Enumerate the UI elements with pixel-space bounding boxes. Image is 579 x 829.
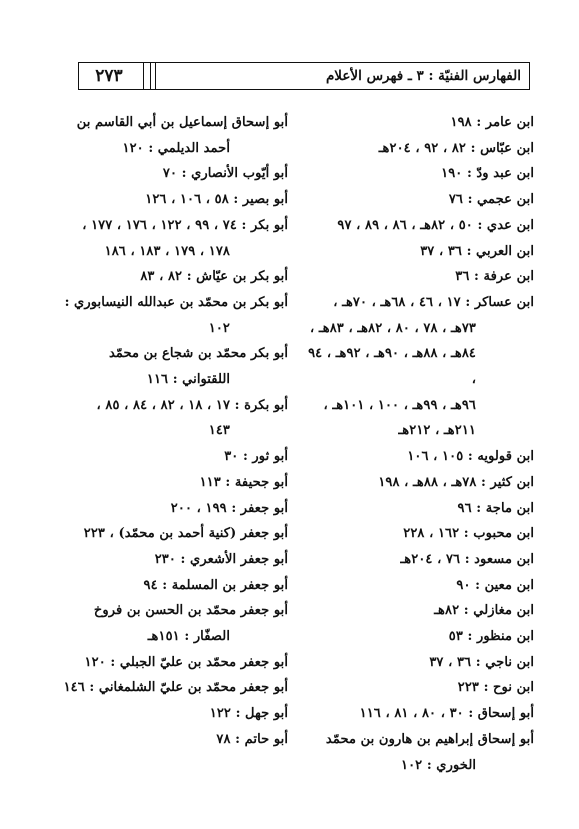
index-entry-continuation: ١٧٨ ، ١٧٩ ، ١٨٣ ، ١٨٦ xyxy=(104,243,230,259)
index-entry: ابن عساكر : ١٧ ، ٤٦ ، ٦٨هـ ، ٧٠هـ ، xyxy=(333,294,534,310)
index-entry: أبو بصير : ٥٨ ، ١٠٦ ، ١٢٦ xyxy=(145,192,288,208)
running-title: الفهارس الفنيّة : ٣ ـ فهرس الأعلام xyxy=(325,68,521,84)
index-entry: أبو بكر بن عيّاش : ٨٢ ، ٨٣ xyxy=(140,269,288,285)
index-entry: ابن عدي : ٥٠ ، ٨٢هـ ، ٨٦ ، ٨٩ ، ٩٧ xyxy=(337,217,534,233)
index-entry: أبو إسحاق إبراهيم بن هارون بن محمّد xyxy=(325,731,534,747)
index-entry-continuation: اللقتواني : ١١٦ xyxy=(146,372,230,388)
index-entry: ابن العربي : ٣٦ ، ٣٧ xyxy=(420,243,534,259)
index-entry: ابن عامر : ١٩٨ xyxy=(450,115,534,130)
header-divider xyxy=(143,63,151,89)
index-entry: أبو حاتم : ٧٨ xyxy=(216,731,288,747)
index-entry: أبو جعفر محمّد بن الحسن بن فروخ xyxy=(93,603,288,619)
index-entry: أبو ثور : ٣٠ xyxy=(224,449,288,465)
index-entry-continuation: ١٠٢ xyxy=(208,320,230,336)
index-entry-continuation: الخوري : ١٠٢ xyxy=(401,757,476,773)
index-entry: أبو بكر : ٧٤ ، ٩٩ ، ١٢٢ ، ١٧٦ ، ١٧٧ ، xyxy=(82,217,288,233)
index-entry: ابن ناجي : ٣٦ ، ٣٧ xyxy=(429,654,534,670)
index-entry: ابن كثير : ٧٨هـ ، ٨٨هـ ، ١٩٨ xyxy=(378,474,534,490)
index-entry-continuation: ٧٣هـ ، ٧٨ ، ٨٠ ، ٨٢هـ ، ٨٣هـ ، xyxy=(310,320,476,336)
index-column-left xyxy=(48,110,288,753)
index-entry: ابن عبّاس : ٨٢ ، ٩٢ ، ٢٠٤هـ xyxy=(378,140,534,156)
index-entry: ابن معين : ٩٠ xyxy=(456,577,534,593)
index-entry: أبو بكر بن محمّد بن عبدالله النيسابوري : xyxy=(64,294,288,310)
index-entry: ابن عبد ودّ : ١٩٠ xyxy=(441,166,534,182)
index-entry: ابن عجمي : ٧٦ xyxy=(448,192,534,208)
index-entry-continuation: الصفّار : ١٥١هـ xyxy=(147,629,230,645)
index-entry: أبو جهل : ١٢٢ xyxy=(209,706,288,722)
index-entry: أبو بكرة : ١٧ ، ١٨ ، ٨٢ ، ٨٤ ، ٨٥ ، xyxy=(96,397,288,413)
index-column-right xyxy=(302,110,534,778)
index-entry: أبو جعفر الأشعري : ٢٣٠ xyxy=(154,551,288,567)
index-entry-continuation: ٨٤هـ ، ٨٨هـ ، ٩٠هـ ، ٩٢هـ ، ٩٤ ، xyxy=(308,346,476,388)
index-entry: ابن مغازلي : ٨٢هـ xyxy=(434,603,534,619)
index-entry: ابن نوح : ٢٢٣ xyxy=(457,680,534,696)
index-entry: أبو إسحاق : ٣٠ ، ٨٠ ، ٨١ ، ١١٦ xyxy=(359,706,534,722)
index-entry: أبو بكر محمّد بن شجاع بن محمّد xyxy=(108,346,288,362)
index-entry: ابن منظور : ٥٣ xyxy=(448,629,534,645)
index-entry: أبو جحيفة : ١١٣ xyxy=(199,474,288,490)
index-entry-continuation: ٢١١هـ ، ٢١٢هـ xyxy=(398,423,476,439)
index-entry: أبو إسحاق إسماعيل بن أبي القاسم بن xyxy=(76,115,288,130)
index-entry: أبو جعفر بن المسلمة : ٩٤ xyxy=(143,577,288,593)
index-entry-continuation: ٩٦هـ ، ٩٩هـ ، ١٠٠ ، ١٠١هـ ، xyxy=(323,397,476,413)
page-header xyxy=(78,62,530,90)
index-entry: أبو جعفر (كنية أحمد بن محمّد) ، ٢٢٣ xyxy=(83,526,288,542)
page-number: ٢٧٣ xyxy=(95,66,123,86)
index-entry: أبو جعفر محمّد بن عليّ الجبلي : ١٢٠ xyxy=(84,654,288,670)
index-entry: ابن عرفة : ٣٦ xyxy=(455,269,534,285)
index-entry-continuation: أحمد الديلمي : ١٢٠ xyxy=(122,140,230,156)
index-entry: أبو جعفر : ١٩٩ ، ٢٠٠ xyxy=(170,500,288,516)
index-entry-continuation: ١٤٣ xyxy=(208,423,230,439)
index-entry: أبو أيّوب الأنصاري : ٧٠ xyxy=(162,166,288,182)
index-entry: ابن قولويه : ١٠٥ ، ١٠٦ xyxy=(407,449,534,465)
index-entry: ابن محبوب : ١٦٢ ، ٢٢٨ xyxy=(403,526,534,542)
index-entry: ابن مسعود : ٧٦ ، ٢٠٤هـ xyxy=(400,551,534,567)
index-entry: أبو جعفر محمّد بن عليّ الشلمغاني : ١٤٦ xyxy=(63,680,288,696)
index-entry: ابن ماجة : ٩٦ xyxy=(457,500,534,516)
